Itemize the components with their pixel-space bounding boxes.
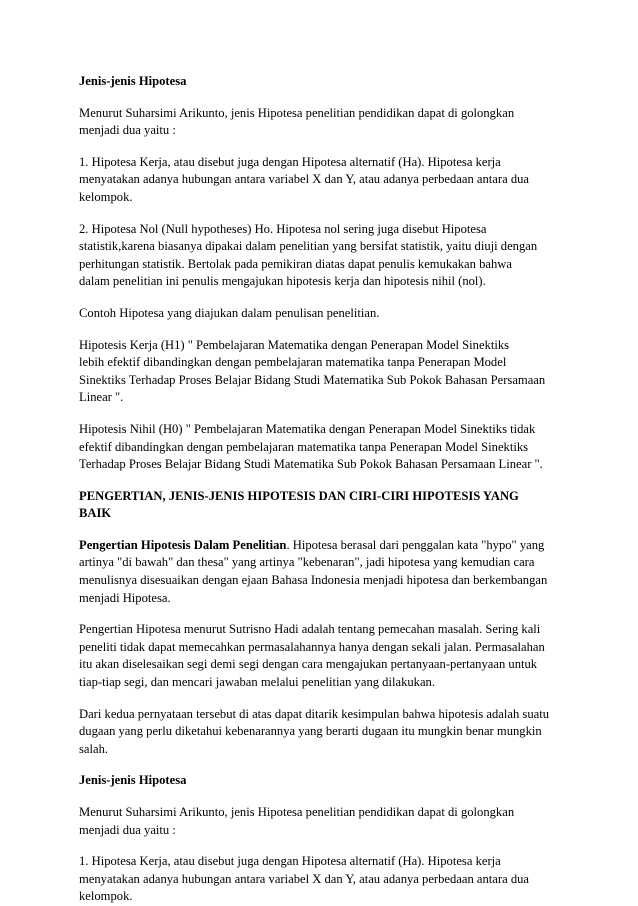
text-line: 1. Hipotesa Kerja, atau disebut juga dengan Hipotesa alternatif (Ha). Hipotesa kerja: [79, 854, 501, 869]
text-line: efektif dibandingkan dengan pembelajaran matematika tanpa Penerapan Model Sinektiks: [79, 439, 529, 454]
text-line: peneliti tidak dapat memecahkan permasalahannya hanya dengan sekali jalan. Permasalahan: [79, 639, 545, 654]
paragraph: [79, 221, 588, 291]
text-line: perhitungan statistik. Bertolak pada pemikiran diatas dapat penulis kemukakan bahwa: [79, 256, 512, 271]
text-line: BAIK: [79, 506, 112, 521]
text-line: Hipotesis Kerja (H1) " Pembelajaran Matematika dengan Penerapan Model Sinektiks: [79, 337, 510, 352]
section-heading: [79, 772, 588, 790]
text-line: itu akan diselesaikan segi demi segi dengan cara mengajukan pertanyaan-pertanyaan untuk: [79, 657, 538, 672]
paragraph: [79, 804, 588, 839]
text-line: [79, 537, 588, 555]
text-line: 1. Hipotesa Kerja, atau disebut juga dengan Hipotesa alternatif (Ha). Hipotesa kerja: [79, 154, 501, 169]
text-line: tiap-tiap segi, dan mencari jawaban melalui penelitian yang dilakukan.: [79, 675, 435, 690]
text-line: Dari kedua pernyataan tersebut di atas dapat ditarik kesimpulan bahwa hipotesis adalah suatu: [79, 706, 550, 721]
paragraph: [79, 537, 588, 607]
text-line: menjadi dua yaitu :: [79, 822, 176, 837]
text-line: kelompok.: [79, 889, 133, 904]
text-line: menjadi dua yaitu :: [79, 123, 176, 138]
text-line: Pengertian Hipotesa menurut Sutrisno Hadi adalah tentang pemecahan masalah. Sering kali: [79, 622, 541, 637]
text-line: menyatakan adanya hubungan antara variabel X dan Y, atau adanya perbedaan antara dua: [79, 871, 530, 886]
text-line: dugaan yang perlu diketahui kebenarannya yang berarti dugaan itu mungkin benar mungkin: [79, 724, 542, 739]
text-line: Hipotesis Nihil (H0) " Pembelajaran Matematika dengan Penerapan Model Sinektiks tidak: [79, 421, 536, 436]
paragraph-lead-continuation: . Hipotesa berasal dari penggalan kata "hypo" yang: [286, 537, 545, 552]
text-line: Jenis-jenis Hipotesa: [79, 74, 187, 88]
paragraph: [79, 154, 588, 207]
section-heading: [79, 488, 588, 523]
text-line: statistik,karena biasanya dipakai dalam penelitian yang bersifat statistik, yaitu diuji dengan: [79, 239, 538, 254]
text-line: Jenis-jenis Hipotesa: [79, 773, 187, 788]
text-line: PENGERTIAN, JENIS-JENIS HIPOTESIS DAN CIRI-CIRI HIPOTESIS YANG: [79, 488, 519, 503]
paragraph-lead: Pengertian Hipotesis Dalam Penelitian: [79, 537, 287, 552]
section-heading: [79, 73, 588, 91]
paragraph: [79, 337, 588, 407]
text-line: salah.: [79, 741, 109, 756]
text-line: Terhadap Proses Belajar Bidang Studi Matematika Sub Pokok Bahasan Persamaan Linear ".: [79, 457, 543, 472]
text-line: menjadi Hipotesa.: [79, 590, 171, 605]
paragraph: [79, 105, 588, 140]
text-line: kelompok.: [79, 189, 133, 204]
text-line: Menurut Suharsimi Arikunto, jenis Hipotesa penelitian pendidikan dapat di golongkan: [79, 805, 515, 819]
text-line: dalam penelitian ini penulis mengajukan hipotesis kerja dan hipotesis nihil (nol).: [79, 274, 486, 289]
text-line: Contoh Hipotesa yang diajukan dalam penulisan penelitian.: [79, 305, 380, 320]
text-line: lebih efektif dibandingkan dengan pembelajaran matematika tanpa Penerapan Model: [79, 355, 507, 370]
text-line: Menurut Suharsimi Arikunto, jenis Hipotesa penelitian pendidikan dapat di golongkan: [79, 105, 515, 120]
text-line: menulisnya disesuaikan dengan ejaan Bahasa Indonesia menjadi hipotesa dan berkembangan: [79, 573, 548, 588]
text-line: 2. Hipotesa Nol (Null hypotheses) Ho. Hipotesa nol sering juga disebut Hipotesa: [79, 221, 487, 236]
text-line: artinya "di bawah" dan thesa" yang artinya "kebenaran", jadi hipotesa yang kemudian cara: [79, 555, 535, 570]
paragraph: [79, 421, 588, 474]
paragraph: [79, 853, 588, 906]
text-line: menyatakan adanya hubungan antara variabel X dan Y, atau adanya perbedaan antara dua: [79, 172, 530, 187]
text-line: Sinektiks Terhadap Proses Belajar Bidang Studi Matematika Sub Pokok Bahasan Persamaan: [79, 372, 546, 387]
paragraph: [79, 305, 588, 323]
text-line: Linear ".: [79, 390, 124, 405]
paragraph: [79, 621, 588, 691]
paragraph: [79, 706, 588, 759]
